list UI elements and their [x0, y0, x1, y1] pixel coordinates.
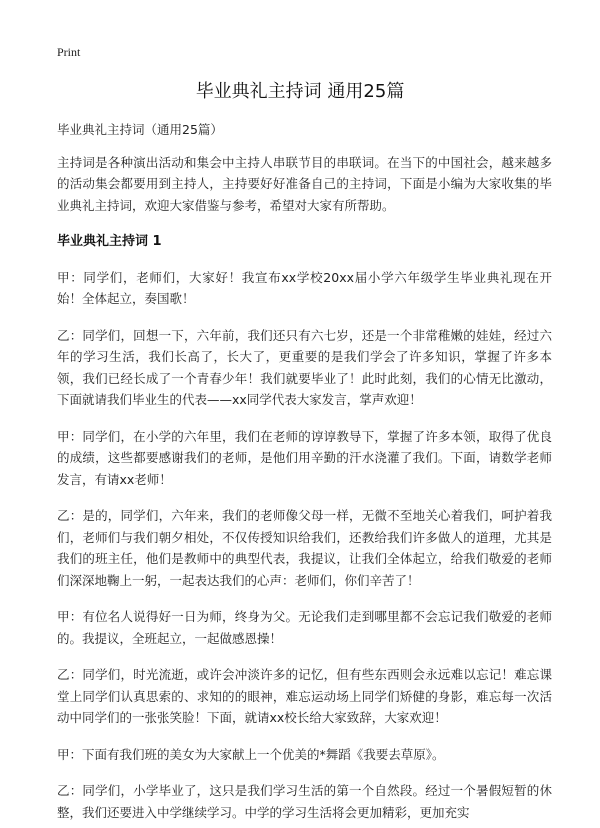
page-title: 毕业典礼主持词 通用25篇	[195, 81, 405, 102]
print-link[interactable]: Print	[57, 45, 81, 59]
paragraph: 乙：是的，同学们，六年来，我们的老师像父母一样，无微不至地关心着我们，呵护着我们，老师们与我们朝夕相处，不仅传授知识给我们，还教给我们许多做人的道理，尤其是我们的班主任，他们是教师中的典型代表，我提议，让我们全体起立，给我们敬爱的老师们深深地鞠上一躬，一起表达我们的心声：老师们，你们辛苦了！	[57, 508, 552, 588]
paragraph: 甲：下面有我们班的美女为大家献上一个优美的*舞蹈《我要去草原》。	[57, 746, 445, 762]
intro-paragraph: 主持词是各种演出活动和集会中主持人串联节目的串联词。在当下的中国社会，越来越多的活动集会都要用到主持人，主持要好好准备自己的主持词，下面是小编为大家收集的毕业典礼主持词，欢迎大家借鉴与参考，希望对大家有所帮助。	[57, 154, 552, 213]
paragraph: 甲：同学们，老师们，大家好！我宣布xx学校20xx届小学六年级学生毕业典礼现在开始！全体起立，奏国歌！	[57, 269, 552, 306]
paragraph: 甲：同学们，在小学的六年里，我们在老师的谆谆教导下，掌握了许多本领，取得了优良的成绩，这些都要感谢我们的老师，是他们用辛勤的汗水浇灌了我们。下面，请数学老师发言，有请xx老师！	[57, 428, 552, 487]
paragraph: 乙：同学们，回想一下，六年前，我们还只有六七岁，还是一个非常稚嫩的娃娃，经过六年的学习生活，我们长高了，长大了，更重要的是我们学会了许多知识，掌握了许多本领，我们已经长成了一个青春少年！我们就要毕业了！此时此刻，我们的心情无比激动，下面就请我们毕业生的代表——xx同学代表大家发言，掌声欢迎！	[57, 327, 552, 407]
article-subtitle: 毕业典礼主持词（通用25篇）	[57, 122, 223, 137]
paragraph: 乙：同学们，时光流逝，或许会冲淡许多的记忆，但有些东西则会永远难以忘记！难忘课堂上同学们认真思索的、求知的的眼神，难忘运动场上同学们矫健的身影，难忘每一次活动中同学们的一张张笑脸！下面，就请xx校长给大家致辞，大家欢迎！	[57, 667, 552, 725]
section-heading: 毕业典礼主持词 1	[57, 234, 162, 249]
article-body	[57, 119, 552, 828]
paragraph: 甲：有位名人说得好一日为师，终身为父。无论我们走到哪里都不会忘记我们敬爱的老师的。我提议，全班起立，一起做感恩操！	[57, 609, 552, 646]
paragraph: 乙：同学们，小学毕业了，这只是我们学习生活的第一个自然段。经过一个暑假短暂的休整，我们还要进入中学继续学习。中学的学习生活将会更加精彩，更加充实	[57, 783, 552, 820]
